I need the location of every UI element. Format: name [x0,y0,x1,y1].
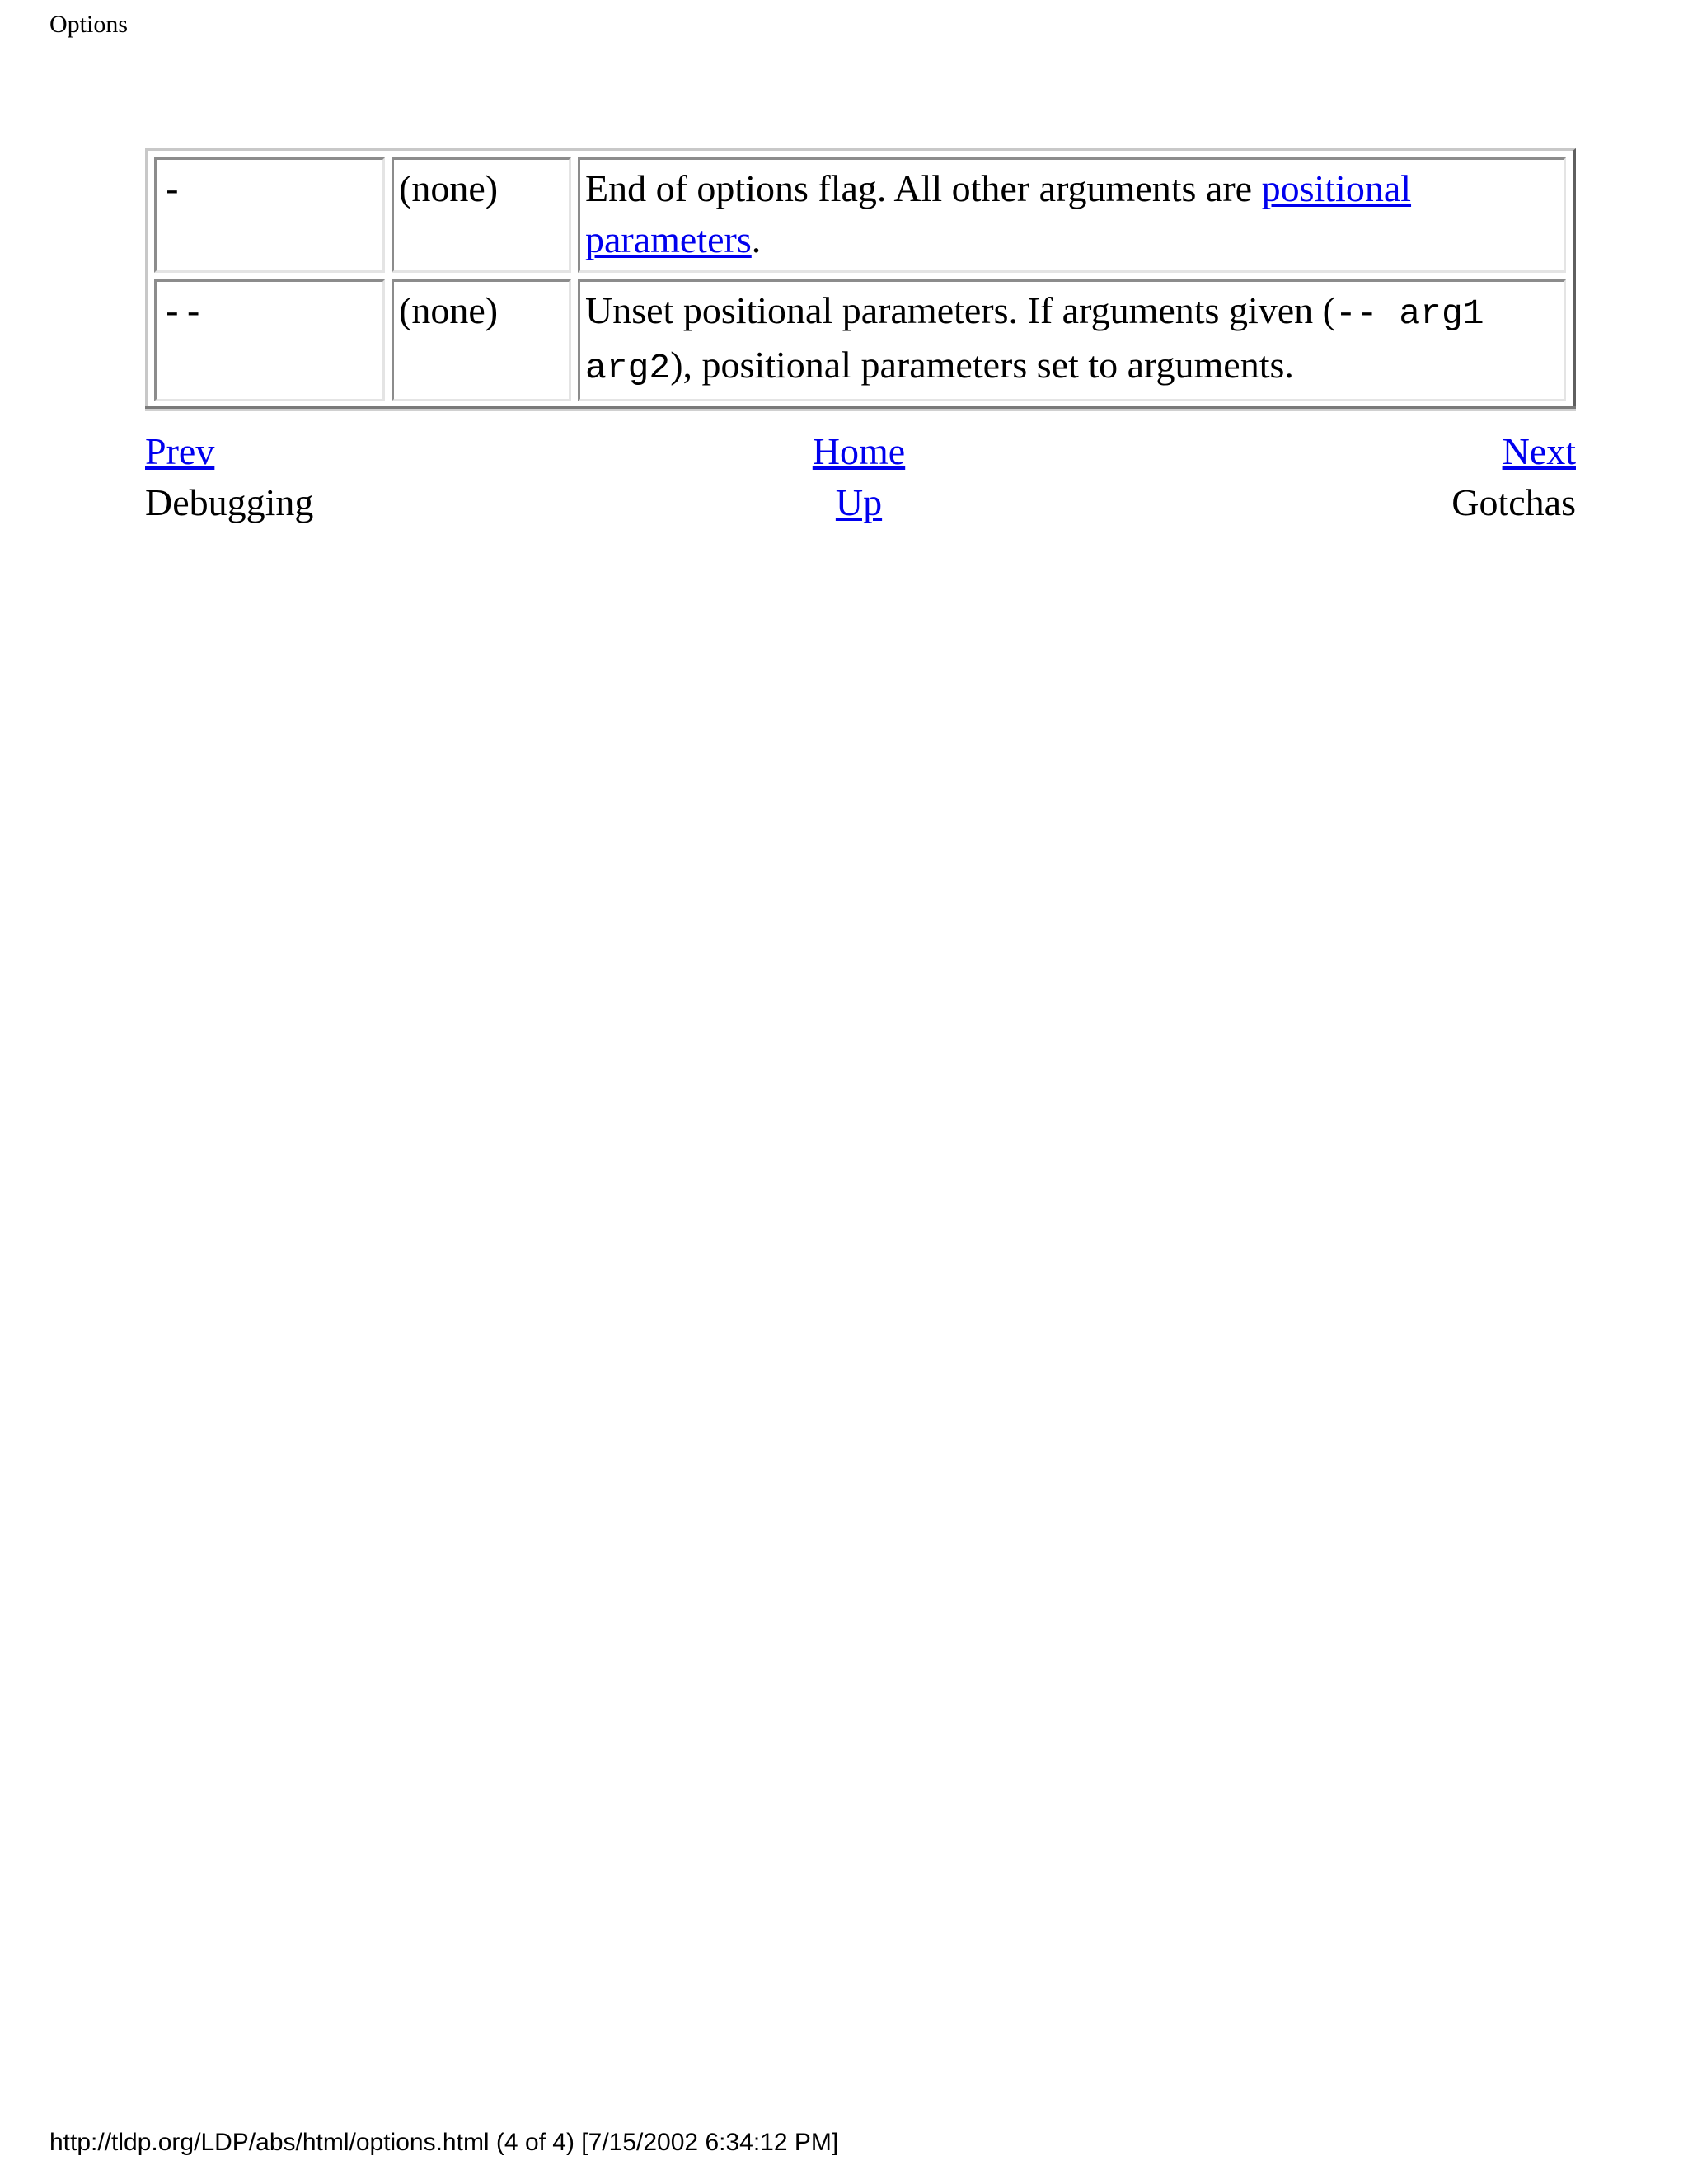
equivalent-cell: (none) [392,279,571,401]
positional-parameters-link[interactable]: positional parameters [585,167,1412,260]
meaning-cell [578,157,1566,273]
option-cell [154,279,385,401]
next-page-title: Gotchas [1451,481,1576,523]
prev-page-title: Debugging [145,481,314,523]
meaning-text-end: . [751,218,762,260]
meaning-text-end: ), positional parameters set to arguments. [670,344,1294,386]
page-header-title: Options [49,11,129,38]
footer-url: http://tldp.org/LDP/abs/html/options.html (4 of 4) [7/15/2002 6:34:12 PM] [49,2129,839,2156]
up-link-container [684,480,1034,526]
option-cell [154,157,385,273]
meaning-text: Unset positional parameters. If arguments given ( [585,289,1335,331]
meaning-cell [578,279,1566,401]
option-flag: -- [162,293,204,334]
next-link[interactable]: Next [1502,430,1576,472]
meaning-code: -- arg1 arg2 [585,293,1484,388]
meaning-text: End of options flag. All other arguments are [585,167,1262,209]
equivalent-cell: (none) [392,157,571,273]
prev-link[interactable]: Prev [145,430,215,472]
options-table [145,148,1576,411]
option-flag: - [162,171,183,212]
up-link[interactable]: Up [835,481,883,523]
home-link[interactable]: Home [812,430,906,472]
navigation-divider [145,406,1576,411]
table-row [154,279,1566,401]
table-row [154,157,1566,273]
